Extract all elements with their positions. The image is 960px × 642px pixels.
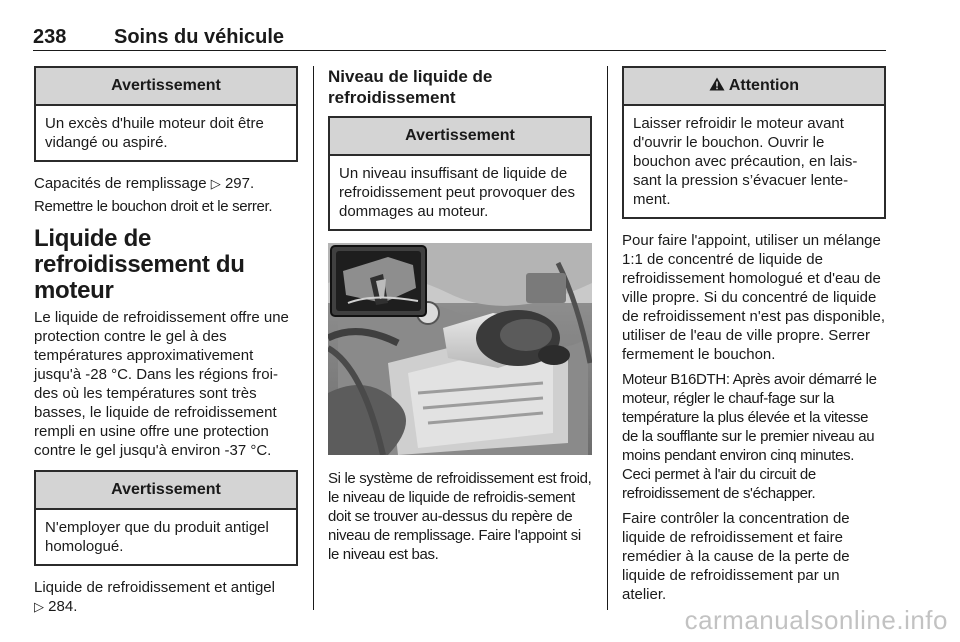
antifreeze-text: Liquide de refroidissement et antigel (34, 579, 275, 596)
attention-text: Laisser refroidir le moteur avant d'ouvrir le bouchon. Ouvrir le bouchon avec précaution, en lais-sant la pression s’évacuer lente-ment. (633, 115, 858, 208)
attention-box (622, 66, 886, 219)
coolant-level-text: Si le système de refroidissement est froid, le niveau de liquide de refroidis-sement doit se trouver au-dessus du repère de niveau de remplissage. Faire l'appoint si le niveau est bas. (328, 470, 592, 563)
capacity-page-ref: 297. (224, 175, 255, 192)
attention-title-bar (624, 68, 884, 106)
engine-bay-photo (328, 243, 592, 455)
warning-triangle-icon (709, 69, 725, 83)
antifreeze-reference[interactable] (34, 578, 298, 616)
watermark: carmanualsonline.info (684, 605, 948, 635)
replace-cap-text: Remettre le bouchon droit et le serrer. (34, 198, 273, 215)
warning-title: Avertissement (36, 68, 296, 106)
warning-title: Avertissement (330, 118, 590, 156)
capacity-reference[interactable] (34, 174, 298, 193)
warning-box-oil (34, 66, 298, 162)
triangle-right-icon: ▷ (34, 599, 44, 614)
engine-bay-illustration (328, 243, 592, 455)
column-divider (607, 66, 608, 610)
b16dth-text: Moteur B16DTH: Après avoir démarré le moteur, régler le chauf-fage sur la température la plus élevée et la vitesse de la soufflante sur le premier niveau au moins pendant environ cinq minutes. Ceci permet à l'air du circuit de refroidissement de s'échapper. (622, 371, 877, 502)
column-middle (328, 66, 592, 564)
column-right (622, 66, 886, 604)
warning-text: N'employer que du produit antigel homologué. (45, 519, 269, 555)
warning-text: Un excès d'huile moteur doit être vidangé ou aspiré. (45, 115, 264, 151)
page-header (33, 22, 886, 51)
capacity-text: Capacités de remplissage (34, 175, 207, 192)
coolant-heading: Liquide de refroidissement du moteur (34, 225, 245, 304)
page-number: 238 (33, 26, 67, 48)
column-left (34, 66, 298, 616)
warning-box-antifreeze (34, 470, 298, 566)
warning-box-level (328, 116, 592, 231)
warning-title: Avertissement (36, 472, 296, 510)
antifreeze-page-ref: 284. (48, 598, 78, 615)
concentration-check-text: Faire contrôler la concentration de liquide de refroidissement et faire remédier à la cause de la perte de liquide de refroidissement par un atelier. (622, 510, 850, 603)
attention-title: Attention (728, 77, 800, 94)
coolant-level-heading: Niveau de liquide de refroidissement (328, 67, 493, 107)
triangle-right-icon: ▷ (210, 176, 221, 191)
section-title: Soins du véhicule (114, 26, 285, 48)
coolant-intro: Le liquide de refroidissement offre une protection contre le gel à des températures approximativement jusqu'à -28 °C. Dans les régions froi-des où les températures sont très basses, le liquide de refroidissement rempli en usine offre une protection contre le gel jusqu'à environ -37 °C. (34, 309, 289, 459)
warning-text: Un niveau insuffisant de liquide de refroidissement peut provoquer des dommages au moteur. (339, 165, 575, 220)
column-divider (313, 66, 314, 610)
topup-text: Pour faire l'appoint, utiliser un mélange 1:1 de concentré de liquide de refroidissement homologué et d'eau de ville propre. Si du concentré de liquide de refroidissement n'est pas disponible, utiliser de l'eau de ville propre. Serrer fermement le bouchon. (622, 232, 886, 363)
